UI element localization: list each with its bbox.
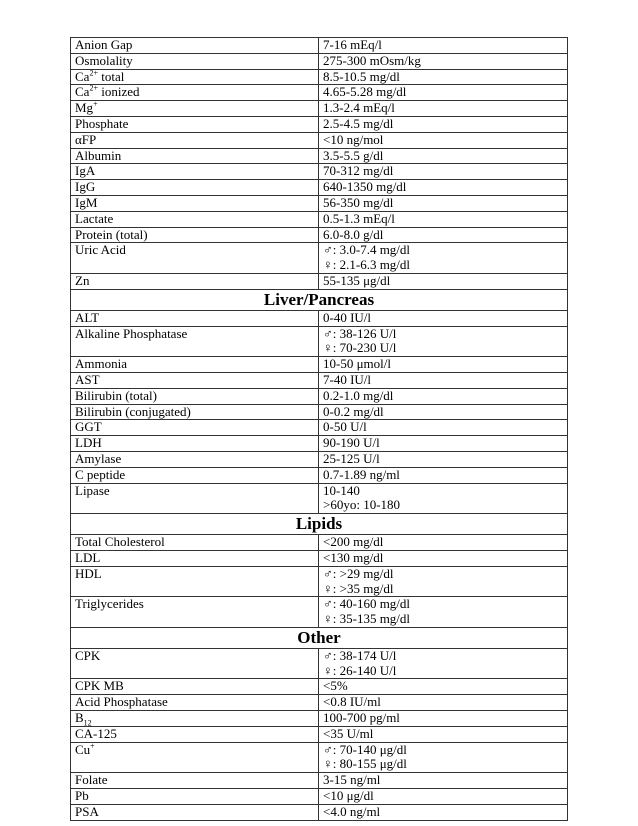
- reference-range: 25-125 U/l: [323, 450, 380, 466]
- reference-range: ♂: 38-126 U/l: [323, 325, 397, 341]
- test-name: CA-125: [75, 725, 117, 741]
- range-cell: [319, 101, 568, 117]
- reference-range: 0.5-1.3 mEq/l: [323, 210, 395, 226]
- range-cell: [319, 535, 568, 551]
- section-header-row: [71, 627, 568, 648]
- test-cell: [71, 597, 319, 628]
- test-name: Ca: [75, 84, 90, 100]
- test-name: Folate: [75, 772, 108, 788]
- reference-range: 0-50 U/l: [323, 419, 367, 435]
- reference-range: ♂: 3.0-7.4 mg/dl: [323, 242, 411, 258]
- table-row: [71, 566, 568, 597]
- test-cell: [71, 648, 319, 679]
- test-name: Ca: [75, 68, 90, 84]
- table-row: [71, 597, 568, 628]
- test-name: Bilirubin (conjugated): [75, 403, 191, 419]
- table-row: [71, 535, 568, 551]
- test-cell: [71, 101, 319, 117]
- test-cell: [71, 711, 319, 727]
- range-cell: [319, 53, 568, 69]
- reference-range: ♀: 70-230 U/l: [323, 340, 397, 356]
- test-cell: [71, 742, 319, 773]
- test-name: Ammonia: [75, 356, 127, 372]
- reference-range: 2.5-4.5 mg/dl: [323, 115, 394, 131]
- table-row: [71, 85, 568, 101]
- test-cell: [71, 53, 319, 69]
- test-cell: [71, 164, 319, 180]
- test-name: C peptide: [75, 466, 126, 482]
- test-cell: [71, 273, 319, 289]
- range-cell: [319, 566, 568, 597]
- test-cell: [71, 535, 319, 551]
- test-name: Pb: [75, 788, 89, 804]
- test-cell: [71, 388, 319, 404]
- test-cell: [71, 404, 319, 420]
- table-row: [71, 273, 568, 289]
- range-cell: [319, 467, 568, 483]
- range-cell: [319, 310, 568, 326]
- test-name: Uric Acid: [75, 242, 126, 258]
- table-row: [71, 372, 568, 388]
- test-name: HDL: [75, 565, 102, 581]
- test-subscript: 12: [83, 718, 92, 728]
- test-name: CPK MB: [75, 678, 124, 694]
- range-cell: [319, 483, 568, 514]
- reference-range: <130 mg/dl: [323, 549, 384, 565]
- reference-range: 55-135 μg/dl: [323, 272, 391, 288]
- test-name: LDL: [75, 549, 101, 565]
- lab-values-table: [70, 37, 568, 821]
- reference-range: ♂: >29 mg/dl: [323, 565, 394, 581]
- range-cell: [319, 388, 568, 404]
- range-cell: [319, 451, 568, 467]
- table-row: [71, 101, 568, 117]
- reference-range: 70-312 mg/dl: [323, 163, 394, 179]
- table-row: [71, 420, 568, 436]
- range-cell: [319, 679, 568, 695]
- test-cell: [71, 420, 319, 436]
- table-row: [71, 451, 568, 467]
- reference-range: <35 U/ml: [323, 725, 374, 741]
- test-cell: [71, 436, 319, 452]
- reference-range: <10 ng/mol: [323, 131, 384, 147]
- reference-range: 7-16 mEq/l: [323, 37, 382, 52]
- table-row: [71, 148, 568, 164]
- test-superscript: 2+: [89, 84, 98, 94]
- reference-range: <0.8 IU/ml: [323, 694, 381, 710]
- table-row: [71, 483, 568, 514]
- test-superscript: +: [93, 99, 98, 109]
- table-row: [71, 388, 568, 404]
- test-name: IgA: [75, 163, 96, 179]
- section-title: Liver/Pancreas: [71, 289, 568, 310]
- test-cell: [71, 357, 319, 373]
- test-name: Lactate: [75, 210, 114, 226]
- test-cell: [71, 195, 319, 211]
- reference-range: 100-700 pg/ml: [323, 710, 400, 726]
- reference-range: ♀: >35 mg/dl: [323, 580, 394, 596]
- table-row: [71, 195, 568, 211]
- test-cell: [71, 148, 319, 164]
- test-cell: [71, 695, 319, 711]
- range-cell: [319, 132, 568, 148]
- range-cell: [319, 436, 568, 452]
- range-cell: [319, 404, 568, 420]
- reference-range: <5%: [323, 678, 348, 694]
- test-name: Amylase: [75, 450, 122, 466]
- reference-range: <4.0 ng/ml: [323, 803, 381, 819]
- test-cell: [71, 243, 319, 274]
- test-name: IgM: [75, 194, 98, 210]
- range-cell: [319, 597, 568, 628]
- table-row: [71, 211, 568, 227]
- reference-range: ♀: 35-135 mg/dl: [323, 611, 411, 627]
- test-cell: [71, 372, 319, 388]
- range-cell: [319, 711, 568, 727]
- test-name: Phosphate: [75, 115, 129, 131]
- table-row: [71, 38, 568, 54]
- test-name: Alkaline Phosphatase: [75, 325, 188, 341]
- test-name: PSA: [75, 803, 99, 819]
- range-cell: [319, 372, 568, 388]
- range-cell: [319, 726, 568, 742]
- reference-range: 8.5-10.5 mg/dl: [323, 68, 400, 84]
- reference-range: 3.5-5.5 g/dl: [323, 147, 384, 163]
- test-cell: [71, 38, 319, 54]
- range-cell: [319, 420, 568, 436]
- test-name: B: [75, 710, 84, 726]
- table-row: [71, 404, 568, 420]
- range-cell: [319, 116, 568, 132]
- reference-range: <200 mg/dl: [323, 534, 384, 550]
- reference-range: 7-40 IU/l: [323, 371, 372, 387]
- test-name: Zn: [75, 272, 90, 288]
- test-name: AST: [75, 371, 100, 387]
- table-row: [71, 789, 568, 805]
- table-row: [71, 243, 568, 274]
- test-name: Albumin: [75, 147, 122, 163]
- range-cell: [319, 180, 568, 196]
- table-row: [71, 742, 568, 773]
- table-row: [71, 648, 568, 679]
- test-name: Total Cholesterol: [75, 534, 165, 550]
- reference-range: 56-350 mg/dl: [323, 194, 394, 210]
- reference-range: 10-140: [323, 482, 360, 498]
- test-superscript: +: [90, 741, 95, 751]
- table-row: [71, 132, 568, 148]
- test-name: LDH: [75, 435, 102, 451]
- test-name: Protein (total): [75, 226, 148, 242]
- test-cell: [71, 451, 319, 467]
- range-cell: [319, 38, 568, 54]
- table-row: [71, 116, 568, 132]
- test-name-suffix: ionized: [97, 84, 140, 100]
- section-header-row: [71, 289, 568, 310]
- range-cell: [319, 273, 568, 289]
- test-cell: [71, 116, 319, 132]
- test-cell: [71, 726, 319, 742]
- range-cell: [319, 648, 568, 679]
- range-cell: [319, 85, 568, 101]
- table-row: [71, 726, 568, 742]
- range-cell: [319, 742, 568, 773]
- test-name: Osmolality: [75, 52, 133, 68]
- table-row: [71, 467, 568, 483]
- test-cell: [71, 85, 319, 101]
- test-name: IgG: [75, 179, 96, 195]
- section-title: Lipids: [71, 514, 568, 535]
- table-row: [71, 711, 568, 727]
- range-cell: [319, 164, 568, 180]
- table-row: [71, 550, 568, 566]
- test-name: CPK: [75, 647, 101, 663]
- table-row: [71, 69, 568, 85]
- range-cell: [319, 357, 568, 373]
- test-cell: [71, 69, 319, 85]
- reference-range: ♀: 2.1-6.3 mg/dl: [323, 257, 411, 273]
- range-cell: [319, 211, 568, 227]
- table-row: [71, 357, 568, 373]
- table-row: [71, 310, 568, 326]
- table-row: [71, 804, 568, 820]
- test-cell: [71, 180, 319, 196]
- test-name: Lipase: [75, 482, 110, 498]
- reference-range: 1.3-2.4 mEq/l: [323, 100, 395, 116]
- test-name: Anion Gap: [75, 37, 133, 52]
- table-row: [71, 53, 568, 69]
- test-cell: [71, 326, 319, 357]
- reference-range: ♂: 38-174 U/l: [323, 647, 397, 663]
- range-cell: [319, 148, 568, 164]
- test-name: Cu: [75, 741, 91, 757]
- test-cell: [71, 550, 319, 566]
- table-row: [71, 164, 568, 180]
- table-row: [71, 679, 568, 695]
- reference-range: ♂: 70-140 μg/dl: [323, 741, 407, 757]
- reference-range: 275-300 mOsm/kg: [323, 52, 421, 68]
- test-cell: [71, 773, 319, 789]
- test-cell: [71, 483, 319, 514]
- table-row: [71, 180, 568, 196]
- range-cell: [319, 195, 568, 211]
- test-cell: [71, 132, 319, 148]
- test-cell: [71, 467, 319, 483]
- test-cell: [71, 310, 319, 326]
- reference-range: 10-50 μmol/l: [323, 356, 391, 372]
- range-cell: [319, 804, 568, 820]
- range-cell: [319, 243, 568, 274]
- reference-range: 4.65-5.28 mg/dl: [323, 84, 407, 100]
- range-cell: [319, 227, 568, 243]
- reference-range: ♀: 26-140 U/l: [323, 662, 397, 678]
- test-cell: [71, 679, 319, 695]
- table-row: [71, 695, 568, 711]
- reference-range: ♀: 80-155 μg/dl: [323, 756, 407, 772]
- test-name: Mg: [75, 100, 94, 116]
- reference-range: <10 μg/dl: [323, 788, 374, 804]
- test-cell: [71, 227, 319, 243]
- test-name: ALT: [75, 309, 100, 325]
- reference-range: 0-40 IU/l: [323, 309, 372, 325]
- range-cell: [319, 326, 568, 357]
- test-cell: [71, 566, 319, 597]
- range-cell: [319, 695, 568, 711]
- table-row: [71, 436, 568, 452]
- test-cell: [71, 804, 319, 820]
- test-name: Triglycerides: [75, 596, 144, 612]
- reference-range: ♂: 40-160 mg/dl: [323, 596, 411, 612]
- test-name: Bilirubin (total): [75, 387, 157, 403]
- reference-range: 640-1350 mg/dl: [323, 179, 407, 195]
- table-row: [71, 227, 568, 243]
- test-name: GGT: [75, 419, 102, 435]
- section-title: Other: [71, 627, 568, 648]
- reference-range: 90-190 U/l: [323, 435, 380, 451]
- reference-range: 6.0-8.0 g/dl: [323, 226, 384, 242]
- reference-range: 0.7-1.89 ng/ml: [323, 466, 400, 482]
- reference-range: 3-15 ng/ml: [323, 772, 381, 788]
- reference-range: 0-0.2 mg/dl: [323, 403, 384, 419]
- test-name: αFP: [75, 131, 97, 147]
- reference-range: 0.2-1.0 mg/dl: [323, 387, 394, 403]
- test-name: Acid Phosphatase: [75, 694, 168, 710]
- test-superscript: 2+: [89, 68, 98, 78]
- range-cell: [319, 773, 568, 789]
- range-cell: [319, 550, 568, 566]
- section-header-row: [71, 514, 568, 535]
- test-name-suffix: total: [97, 68, 125, 84]
- test-cell: [71, 211, 319, 227]
- range-cell: [319, 789, 568, 805]
- test-cell: [71, 789, 319, 805]
- table-row: [71, 326, 568, 357]
- reference-range: >60yo: 10-180: [323, 497, 401, 513]
- table-row: [71, 773, 568, 789]
- range-cell: [319, 69, 568, 85]
